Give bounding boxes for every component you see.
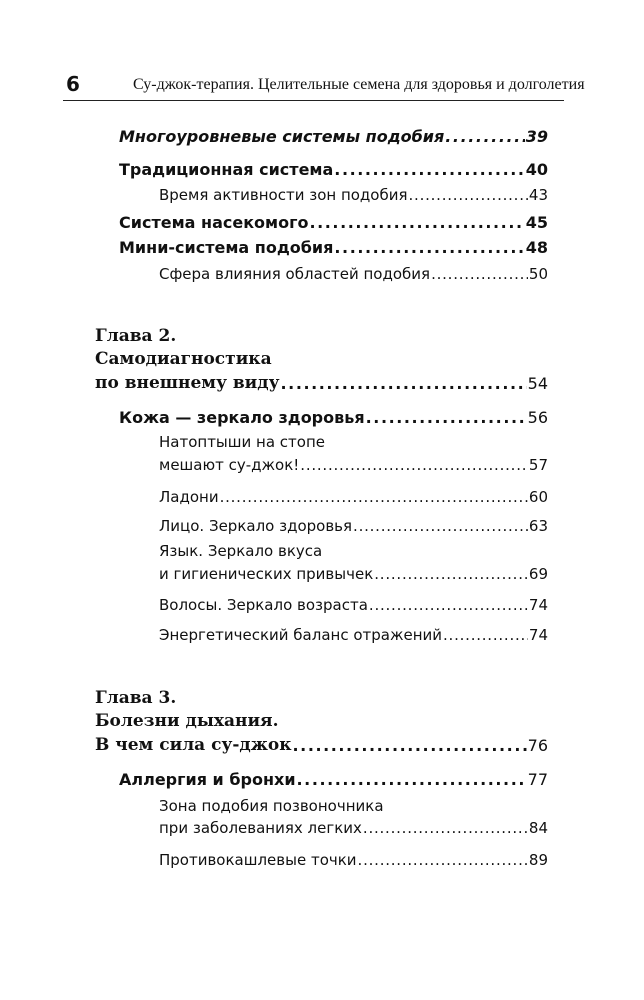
dot-leader xyxy=(334,238,524,257)
toc-entry-zone-activity-time xyxy=(159,182,548,204)
entry-title: Противокашлевые точки xyxy=(159,851,357,869)
dot-leader xyxy=(293,736,527,755)
toc-entry-multilevel-systems xyxy=(119,124,548,146)
toc-entry-antitussive-points xyxy=(159,847,548,869)
toc-entry-allergy-bronchi xyxy=(119,767,548,789)
entry-title: Энергетический баланс отражений xyxy=(159,626,443,644)
toc-entry-hair-mirror xyxy=(159,592,548,614)
page-ref: 57 xyxy=(528,456,548,474)
dot-leader xyxy=(366,408,527,427)
page-ref: 48 xyxy=(525,238,548,257)
chapter-3-title-line1: Болезни дыхания. xyxy=(95,711,279,731)
entry-title: Время активности зон подобия xyxy=(159,186,408,204)
page-ref: 63 xyxy=(528,517,548,535)
toc-entry-tongue xyxy=(159,561,548,583)
entry-title: по внешнему виду xyxy=(95,373,280,393)
page-ref: 69 xyxy=(528,565,548,583)
toc-entry-palms xyxy=(159,484,548,506)
toc-entry-influence-sphere xyxy=(159,261,548,283)
toc-entry-calluses xyxy=(159,452,548,474)
page-ref: 50 xyxy=(528,265,548,283)
chapter-2-label: Глава 2. xyxy=(95,326,177,346)
dot-leader xyxy=(281,374,527,393)
dot-leader xyxy=(409,186,528,204)
toc-entry-chapter-3 xyxy=(95,733,548,755)
entry-title: Кожа — зеркало здоровья xyxy=(119,408,365,427)
page-ref: 74 xyxy=(528,626,548,644)
toc-entry-insect-system xyxy=(119,210,548,232)
entry-title: Лицо. Зеркало здоровья xyxy=(159,517,353,535)
dot-leader xyxy=(445,127,524,146)
page-ref: 74 xyxy=(528,596,548,614)
page-ref: 39 xyxy=(525,127,548,146)
entry-title: Волосы. Зеркало возраста xyxy=(159,596,368,614)
entry-title: В чем сила су-джок xyxy=(95,735,292,755)
page-ref: 43 xyxy=(528,186,548,204)
entry-title: Система насекомого xyxy=(119,213,309,232)
chapter-2-title-line1: Самодиагностика xyxy=(95,349,272,369)
dot-leader xyxy=(358,851,528,869)
dot-leader xyxy=(374,565,528,583)
page-number: 6 xyxy=(66,72,80,96)
page-ref: 76 xyxy=(527,736,548,755)
toc-entry-calluses-line1: Натоптыши на стопе xyxy=(159,433,325,451)
entry-title: Многоуровневые системы подобия xyxy=(119,127,445,146)
dot-leader xyxy=(334,160,524,179)
toc-entry-spine-zone xyxy=(159,815,548,837)
dot-leader xyxy=(363,819,528,837)
entry-title: и гигиенических привычек xyxy=(159,565,374,583)
chapter-3-label: Глава 3. xyxy=(95,688,177,708)
page-ref: 60 xyxy=(528,488,548,506)
page-ref: 56 xyxy=(527,408,548,427)
entry-title: Традиционная система xyxy=(119,160,334,179)
dot-leader xyxy=(369,596,528,614)
toc-entry-skin-mirror xyxy=(119,405,548,427)
toc-entry-tongue-line1: Язык. Зеркало вкуса xyxy=(159,542,323,560)
toc-entry-traditional-system xyxy=(119,157,548,179)
page-ref: 77 xyxy=(527,770,548,789)
page-ref: 84 xyxy=(528,819,548,837)
entry-title: Ладони xyxy=(159,488,219,506)
entry-title: Сфера влияния областей подобия xyxy=(159,265,431,283)
toc-entry-chapter-2 xyxy=(95,371,548,393)
dot-leader xyxy=(431,265,528,283)
toc-entry-spine-zone-line1: Зона подобия позвоночника xyxy=(159,797,384,815)
entry-title: при заболеваниях легких xyxy=(159,819,362,837)
dot-leader xyxy=(309,213,524,232)
page-ref: 54 xyxy=(527,374,548,393)
entry-title: Мини-система подобия xyxy=(119,238,334,257)
header-rule xyxy=(63,100,564,101)
entry-title: Аллергия и бронхи xyxy=(119,770,296,789)
entry-title: мешают су-джок! xyxy=(159,456,300,474)
page-ref: 40 xyxy=(525,160,548,179)
toc-entry-energy-balance xyxy=(159,622,548,644)
dot-leader xyxy=(220,488,528,506)
dot-leader xyxy=(443,626,528,644)
toc-entry-face-mirror xyxy=(159,513,548,535)
dot-leader xyxy=(353,517,528,535)
dot-leader xyxy=(300,456,528,474)
running-head: Су-джок-терапия. Целительные семена для здоровья и долголетия xyxy=(133,76,585,93)
page-ref: 89 xyxy=(528,851,548,869)
page-ref: 45 xyxy=(525,213,548,232)
toc-entry-mini-system xyxy=(119,235,548,257)
dot-leader xyxy=(297,770,527,789)
